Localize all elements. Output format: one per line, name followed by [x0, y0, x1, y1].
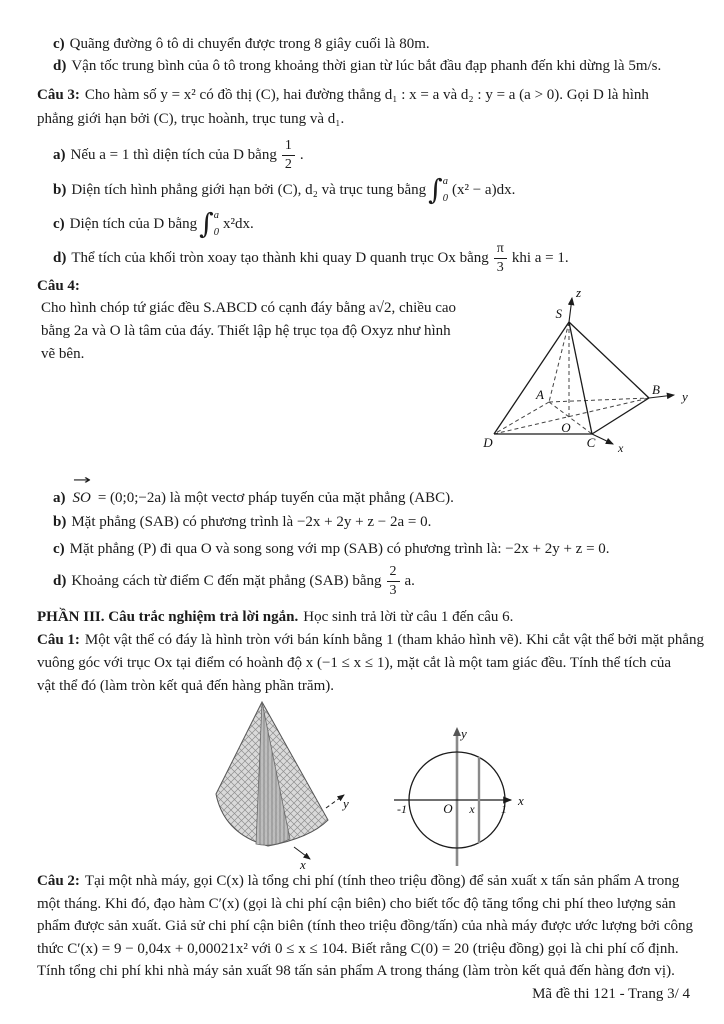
- statement-text: Quãng đường ô tô di chuyển được trong 8 giây cuối là 80m.: [69, 36, 430, 52]
- pyramid-hidden-edges: [494, 322, 649, 434]
- vector-so: [71, 473, 93, 509]
- circle-figure: [390, 726, 550, 866]
- integral-upper-limit: a: [213, 210, 219, 221]
- integral-upper-limit: a: [442, 176, 448, 187]
- cau4-intro-line3: vẽ bên.: [41, 346, 85, 362]
- fraction-numerator: π: [494, 242, 507, 259]
- cau2-line4: thức C′(x) = 9 − 0,04x + 0,00021x² với 0 ≤ x ≤ 104. Biết rằng C(0) = 20 (triệu đồng) gọi là chi phí cố định.: [37, 940, 679, 957]
- cone-axis-label-x: x: [300, 857, 306, 870]
- integral-lower-limit: 0: [213, 226, 219, 238]
- axis-label-z: z: [576, 285, 582, 300]
- cone-y-axis-arrow: [326, 795, 344, 808]
- fraction-denominator: 3: [389, 582, 397, 598]
- axis-label-x: x: [618, 441, 624, 453]
- prev-statement-d: [37, 55, 690, 77]
- statement-text: Thể tích của khối tròn xoay tạo thành khi quay D quanh trục Ox bằng: [71, 249, 489, 266]
- fraction: [282, 139, 295, 172]
- vertex-label-B: B: [652, 382, 660, 397]
- integral-symbol: [428, 175, 450, 205]
- cau1-line2: vuông góc với trục Ox tại điểm có hoành độ x (−1 ≤ x ≤ 1), mặt cắt là một tam giác đều. Tính thể tích của: [37, 655, 672, 671]
- statement-marker: d): [53, 249, 67, 266]
- center-label-O: O: [561, 420, 571, 435]
- fraction-numerator: 1: [282, 139, 295, 156]
- integral-lower-limit: 0: [442, 192, 448, 204]
- cone-axis-label-y: y: [343, 796, 349, 811]
- statement-suffix: .: [299, 146, 304, 163]
- cau2-line2: một tháng. Khi đó, đạo hàm C′(x) (gọi là chi phí cận biên) cho biết tốc độ tăng tổng chi phí theo lượng sản: [37, 895, 676, 912]
- statement-marker: a): [53, 146, 66, 163]
- statement-marker: b): [53, 514, 67, 530]
- cau2-line1: [37, 870, 690, 893]
- question-label: Câu 4:: [37, 278, 80, 294]
- fraction-denominator: 3: [496, 259, 504, 275]
- vertex-label-D: D: [483, 435, 493, 450]
- cau4-intro-line2: bằng 2a và O là tâm của đáy. Thiết lập hệ trục tọa độ Oxyz như hình: [41, 323, 451, 339]
- cau1-line3: vật thể đó (làm tròn kết quả đến hàng phần trăm).: [37, 678, 334, 694]
- statement-marker: c): [53, 36, 65, 52]
- cau4-statement-c: [37, 536, 690, 563]
- statement-suffix: .: [249, 215, 254, 232]
- integral-symbol: [199, 209, 221, 239]
- vertex-label-A: A: [536, 387, 544, 402]
- statement-text: Mặt phẳng (SAB) có phương trình là −2x + 2y + z − 2a = 0.: [71, 514, 432, 530]
- cau4-statement-b: [37, 509, 690, 536]
- cau1-figures-row: [210, 698, 690, 870]
- statement-text: Diện tích hình phẳng giới hạn bởi (C), d₂ và trục tung bằng: [71, 181, 427, 198]
- statement-text: = (0;0;−2a) là một vectơ pháp tuyến của mặt phẳng (ABC).: [97, 490, 454, 506]
- statement-text: Nếu a = 1 thì diện tích của D bằng: [70, 146, 277, 163]
- cau1-line1: [37, 629, 704, 652]
- circle-y-axis-arrowhead: [453, 727, 461, 736]
- integral-limits: [214, 209, 219, 239]
- statement-text: Vận tốc trung bình của ô tô trong khoảng thời gian từ lúc bắt đầu đạp phanh đến khi dừng là 5m/s.: [71, 58, 662, 74]
- z-axis-arrow: [569, 298, 572, 322]
- fraction-denominator: 2: [284, 156, 292, 172]
- pyramid-figure: [477, 283, 699, 453]
- cau4-intro: [37, 297, 477, 366]
- statement-suffix: khi a = 1.: [511, 249, 569, 266]
- pyramid-solid-edges: [494, 322, 649, 434]
- vertex-label-S: S: [555, 306, 562, 321]
- question-text: phẳng giới hạn bởi (C), trục hoành, trục tung và d₁.: [37, 111, 345, 127]
- fraction: [494, 242, 507, 275]
- statement-text: Khoảng cách từ điểm C đến mặt phẳng (SAB) bằng: [71, 572, 382, 589]
- fraction-numerator: 2: [387, 565, 400, 582]
- statement-text: Mặt phẳng (P) đi qua O và song song với mp (SAB) có phương trình là: −2x + 2y + z = 0.: [69, 541, 610, 557]
- cau2-line5: Tính tổng chi phí khi nhà máy sản xuất 98 tấn sản phẩm A trong tháng (làm tròn kết quả đến hàng đơn vị).: [37, 963, 675, 979]
- statement-suffix: a.: [404, 572, 415, 589]
- circle-tick-minus1: -1: [397, 802, 407, 816]
- cau3-statement-b: [37, 173, 690, 207]
- cone-figure: [210, 698, 352, 870]
- circle-origin-label: O: [443, 801, 453, 816]
- statement-marker: c): [53, 541, 65, 557]
- cau2-line3: phẩm được sản xuất. Giả sử chi phí cận biên (tính theo triệu đồng/tấn) của nhà máy được ước lượng bởi công: [37, 918, 693, 934]
- statement-marker: d): [53, 572, 67, 589]
- vertex-label-C: C: [586, 435, 596, 450]
- page-footer: Mã đề thi 121 - Trang 3/ 4: [532, 985, 690, 1002]
- question-text: Tại một nhà máy, gọi C(x) là tổng chi phí (tính theo triệu đồng) để sản xuất x tấn sản phẩm A trong: [84, 873, 680, 889]
- integral-body: x²dx: [222, 215, 250, 232]
- question-label: Câu 2:: [37, 873, 80, 889]
- cau3-intro-line2: [37, 107, 690, 131]
- circle-axis-label-x: x: [518, 793, 524, 808]
- cau4-intro-line1: Cho hình chóp tứ giác đều S.ABCD có cạnh đáy bằng a√2, chiều cao: [41, 300, 457, 316]
- cau4-statement-a: [37, 473, 690, 509]
- question-text: Một vật thể có đáy là hình tròn với bán kính bằng 1 (tham khảo hình vẽ). Khi cắt vật thể bởi mặt phẳng: [84, 632, 704, 648]
- question-label: Câu 1:: [37, 632, 80, 648]
- cau4-statement-d: [37, 563, 690, 599]
- cau3-statement-c: [37, 207, 690, 241]
- circle-x-position-label: x: [469, 802, 475, 816]
- prev-statement-c: [37, 33, 690, 55]
- statement-marker: a): [53, 490, 66, 506]
- statement-suffix: .: [511, 181, 516, 198]
- circle-tick-plus1: 1: [501, 802, 507, 816]
- integral-body: (x² − a)dx: [451, 181, 512, 198]
- fraction: [387, 565, 400, 598]
- circle-axis-label-y: y: [461, 726, 467, 741]
- cau3-statement-a: [37, 137, 690, 173]
- vector-arrow-icon: →: [72, 473, 91, 488]
- vector-name: SO: [72, 490, 91, 506]
- integral-sign: ∫: [428, 173, 443, 206]
- cau3-intro-line1: [37, 83, 690, 107]
- statement-text: Diện tích của D bằng: [69, 215, 198, 232]
- statement-marker: d): [53, 58, 67, 74]
- part3-heading-bold: PHẦN III. Câu trắc nghiệm trả lời ngắn.: [37, 609, 299, 625]
- question-text: Cho hàm số y = x² có đồ thị (C), hai đường thẳng d₁ : x = a và d₂ : y = a (a > 0). Gọi D là hình: [84, 87, 649, 103]
- circle-y-axis: [453, 727, 461, 866]
- axis-label-y: y: [682, 389, 688, 404]
- statement-marker: c): [53, 215, 65, 232]
- integral-limits: [443, 175, 448, 205]
- part3-heading: [37, 605, 690, 629]
- statement-marker: b): [53, 181, 67, 198]
- integral-sign: ∫: [199, 207, 214, 240]
- cau3-statement-d: [37, 241, 690, 275]
- part3-heading-rest: Học sinh trả lời từ câu 1 đến câu 6.: [303, 609, 514, 625]
- question-label: Câu 3:: [37, 87, 80, 103]
